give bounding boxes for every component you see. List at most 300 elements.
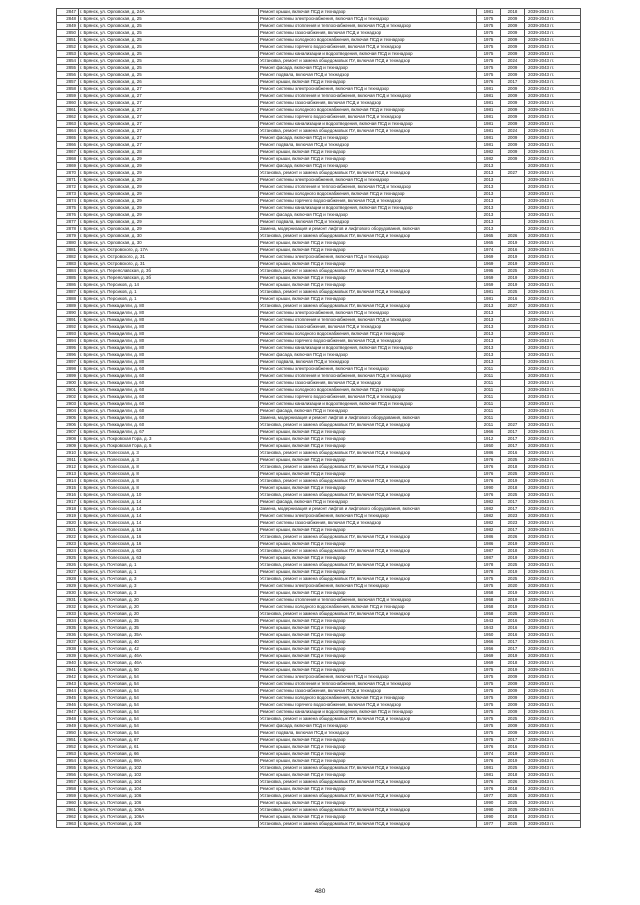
build-year-cell: 1958 [477,597,501,604]
address-cell: г. Брянск, ул. Почтовая, д. 106А [79,807,259,814]
build-year-cell: 1987 [477,548,501,555]
address-cell: г. Брянск, ул. Орловская, д. 25 [79,51,259,58]
address-cell: г. Брянск, ул. Орловская, д. 25 [79,37,259,44]
planned-period-cell: 2039-2043 гг. [525,205,581,212]
build-year-cell: 2011 [477,366,501,373]
address-cell: г. Брянск, ул. Пиккадилли, д. 80 [79,303,259,310]
last-repair-year-cell: 2020 [501,583,525,590]
table-row [57,107,581,114]
table-row [57,177,581,184]
last-repair-year-cell: 2017 [501,443,525,450]
last-repair-year-cell [501,373,525,380]
row-number: 2857 [57,79,79,86]
build-year-cell: 1987 [477,555,501,562]
table-row [57,639,581,646]
address-cell: г. Брянск, ул. Орловская, д. 29 [79,205,259,212]
planned-period-cell: 2039-2043 гг. [525,681,581,688]
planned-period-cell: 2039-2043 гг. [525,198,581,205]
last-repair-year-cell [501,177,525,184]
address-cell: г. Брянск, ул. Пиккадилли, д. 80 [79,359,259,366]
last-repair-year-cell: 2018 [501,814,525,821]
address-cell: г. Брянск, ул. Почтовая, д. 54 [79,730,259,737]
address-cell: г. Брянск, ул. Полесская, д. 63 [79,555,259,562]
row-number: 2928 [57,576,79,583]
planned-period-cell: 2039-2043 гг. [525,450,581,457]
build-year-cell: 1990 [477,814,501,821]
build-year-cell: 1975 [477,51,501,58]
last-repair-year-cell: 2026 [501,233,525,240]
build-year-cell: 1981 [477,289,501,296]
address-cell: г. Брянск, ул. Почтовая, д. 54 [79,681,259,688]
build-year-cell: 2013 [477,303,501,310]
work-type-cell: Ремонт системы электроснабжения, включая ПСД и технадзор [259,583,477,590]
build-year-cell: 1959 [477,275,501,282]
last-repair-year-cell: 2025 [501,807,525,814]
address-cell: г. Брянск, ул. Почтовая, д. 3 [79,590,259,597]
work-type-cell: Ремонт системы отопления и теплоснабжения, включая ПСД и технадзор [259,184,477,191]
build-year-cell: 2013 [477,191,501,198]
last-repair-year-cell [501,366,525,373]
document-page [56,8,580,828]
build-year-cell: 1990 [477,807,501,814]
work-type-cell: Ремонт крыши, включая ПСД и технадзор [259,275,477,282]
table-row [57,401,581,408]
row-number: 2892 [57,324,79,331]
work-type-cell: Установка, ремонт и замена общедомовых ПУ, включая ПСД и технадзор [259,807,477,814]
last-repair-year-cell: 2019 [501,254,525,261]
address-cell: г. Брянск, ул. Почтовая, д. 35 [79,625,259,632]
last-repair-year-cell: 2009 [501,86,525,93]
build-year-cell: 1958 [477,590,501,597]
last-repair-year-cell: 2025 [501,268,525,275]
work-type-cell: Ремонт системы газоснабжения, включая ПСД и технадзор [259,688,477,695]
work-type-cell: Ремонт системы электроснабжения, включая ПСД и технадзор [259,16,477,23]
planned-period-cell: 2039-2043 гг. [525,30,581,37]
address-cell: г. Брянск, ул. Почтовая, д. 54 [79,723,259,730]
last-repair-year-cell: 2019 [501,555,525,562]
table-row [57,709,581,716]
row-number: 2932 [57,604,79,611]
work-type-cell: Ремонт крыши, включая ПСД и технадзор [259,772,477,779]
table-row [57,772,581,779]
planned-period-cell: 2039-2043 гг. [525,779,581,786]
table-row [57,513,581,520]
build-year-cell: 1912 [477,436,501,443]
build-year-cell: 1981 [477,128,501,135]
build-year-cell: 1982 [477,149,501,156]
planned-period-cell: 2039-2043 гг. [525,471,581,478]
planned-period-cell: 2039-2043 гг. [525,79,581,86]
table-row [57,380,581,387]
planned-period-cell: 2039-2043 гг. [525,562,581,569]
planned-period-cell: 2039-2043 гг. [525,618,581,625]
table-row [57,198,581,205]
row-number: 2883 [57,261,79,268]
row-number: 2944 [57,688,79,695]
build-year-cell: 1981 [477,86,501,93]
address-cell: г. Брянск, ул. Почтовая, д. 3 [79,576,259,583]
address-cell: г. Брянск, ул. Почтовая, д. 35 [79,618,259,625]
build-year-cell: 1975 [477,583,501,590]
work-type-cell: Ремонт подвала, включая ПСД и технадзор [259,730,477,737]
planned-period-cell: 2039-2043 гг. [525,135,581,142]
work-type-cell: Ремонт крыши, включая ПСД и технадзор [259,660,477,667]
table-row [57,30,581,37]
last-repair-year-cell: 2025 [501,289,525,296]
row-number: 2858 [57,86,79,93]
row-number: 2919 [57,513,79,520]
last-repair-year-cell: 2009 [501,702,525,709]
address-cell: г. Брянск, ул. Орловская, д. 25 [79,44,259,51]
row-number: 2951 [57,737,79,744]
last-repair-year-cell: 2019 [501,597,525,604]
table-row [57,499,581,506]
build-year-cell: 1956 [477,646,501,653]
build-year-cell: 2013 [477,317,501,324]
planned-period-cell: 2039-2043 гг. [525,625,581,632]
build-year-cell: 1982 [477,527,501,534]
address-cell: г. Брянск, ул. Почтовая, д. 67 [79,737,259,744]
work-type-cell: Ремонт крыши, включая ПСД и технадзор [259,653,477,660]
row-number: 2878 [57,226,79,233]
row-number: 2909 [57,443,79,450]
work-type-cell: Ремонт системы электроснабжения, включая ПСД и технадзор [259,86,477,93]
row-number: 2898 [57,366,79,373]
planned-period-cell: 2039-2043 гг. [525,422,581,429]
planned-period-cell: 2039-2043 гг. [525,604,581,611]
planned-period-cell: 2039-2043 гг. [525,807,581,814]
build-year-cell: 1975 [477,72,501,79]
last-repair-year-cell: 2009 [501,16,525,23]
table-row [57,737,581,744]
address-cell: г. Брянск, ул. Полесская, д. 8 [79,485,259,492]
build-year-cell: 1958 [477,611,501,618]
last-repair-year-cell: 2025 [501,492,525,499]
planned-period-cell: 2039-2043 гг. [525,93,581,100]
address-cell: г. Брянск, ул. Почтовая, д. 20 [79,611,259,618]
address-cell: г. Брянск, ул. Пиккадилли, д. 60 [79,373,259,380]
planned-period-cell: 2039-2043 гг. [525,415,581,422]
last-repair-year-cell: 2018 [501,772,525,779]
address-cell: г. Брянск, ул. Переяславская, д. 3б [79,268,259,275]
address-cell: г. Брянск, ул. Полесская, д. 3 [79,457,259,464]
row-number: 2850 [57,30,79,37]
build-year-cell: 1943 [477,625,501,632]
table-row [57,632,581,639]
table-row [57,415,581,422]
last-repair-year-cell: 2016 [501,296,525,303]
table-row [57,352,581,359]
table-row [57,457,581,464]
table-row [57,807,581,814]
work-type-cell: Ремонт фасада, включая ПСД и технадзор [259,135,477,142]
work-type-cell: Ремонт крыши, включая ПСД и технадзор [259,149,477,156]
address-cell: г. Брянск, ул. Орловская, д. 25 [79,16,259,23]
last-repair-year-cell: 2009 [501,107,525,114]
address-cell: г. Брянск, ул. Почтовая, д. 66 [79,751,259,758]
work-type-cell: Установка, ремонт и замена общедомовых ПУ, включая ПСД и технадзор [259,289,477,296]
row-number: 2884 [57,268,79,275]
work-type-cell: Установка, ремонт и замена общедомовых ПУ, включая ПСД и технадзор [259,170,477,177]
last-repair-year-cell [501,387,525,394]
work-type-cell: Ремонт крыши, включая ПСД и технадзор [259,527,477,534]
work-type-cell: Ремонт крыши, включая ПСД и технадзор [259,618,477,625]
table-row [57,576,581,583]
address-cell: г. Брянск, ул. Почтовая, д. 54 [79,695,259,702]
work-type-cell: Ремонт крыши, включая ПСД и технадзор [259,282,477,289]
build-year-cell: 1975 [477,576,501,583]
work-type-cell: Установка, ремонт и замена общедомовых ПУ, включая ПСД и технадзор [259,576,477,583]
work-type-cell: Ремонт фасада, включая ПСД и технадзор [259,163,477,170]
work-type-cell: Ремонт крыши, включая ПСД и технадзор [259,457,477,464]
build-year-cell: 1981 [477,9,501,16]
planned-period-cell: 2039-2043 гг. [525,520,581,527]
last-repair-year-cell [501,352,525,359]
work-type-cell: Ремонт крыши, включая ПСД и технадзор [259,436,477,443]
work-type-cell: Ремонт подвала, включая ПСД и технадзор [259,219,477,226]
table-row [57,464,581,471]
row-number: 2958 [57,786,79,793]
last-repair-year-cell: 2019 [501,478,525,485]
address-cell: г. Брянск, ул. Орловская, д. 27 [79,93,259,100]
last-repair-year-cell: 2009 [501,121,525,128]
work-type-cell: Установка, ремонт и замена общедомовых ПУ, включая ПСД и технадзор [259,233,477,240]
last-repair-year-cell: 2025 [501,611,525,618]
planned-period-cell: 2039-2043 гг. [525,786,581,793]
last-repair-year-cell: 2009 [501,23,525,30]
planned-period-cell: 2039-2043 гг. [525,758,581,765]
table-row [57,604,581,611]
last-repair-year-cell [501,198,525,205]
address-cell: г. Брянск, ул. Орловская, д. 27 [79,107,259,114]
table-row [57,702,581,709]
work-type-cell: Ремонт фасада, включая ПСД и технадзор [259,65,477,72]
work-type-cell: Ремонт крыши, включая ПСД и технадзор [259,541,477,548]
table-row [57,562,581,569]
last-repair-year-cell: 2009 [501,730,525,737]
last-repair-year-cell: 2009 [501,709,525,716]
table-row [57,170,581,177]
build-year-cell: 2013 [477,163,501,170]
row-number: 2849 [57,23,79,30]
address-cell: г. Брянск, ул. Полесская, д. 8 [79,478,259,485]
build-year-cell: 2013 [477,170,501,177]
build-year-cell: 2011 [477,394,501,401]
table-row [57,191,581,198]
last-repair-year-cell [501,317,525,324]
work-type-cell: Ремонт фасада, включая ПСД и технадзор [259,352,477,359]
build-year-cell: 1976 [477,464,501,471]
planned-period-cell: 2039-2043 гг. [525,632,581,639]
row-number: 2895 [57,345,79,352]
build-year-cell: 2011 [477,422,501,429]
last-repair-year-cell [501,345,525,352]
table-row [57,282,581,289]
table-row [57,219,581,226]
row-number: 2906 [57,422,79,429]
last-repair-year-cell: 2009 [501,681,525,688]
build-year-cell: 1976 [477,457,501,464]
planned-period-cell: 2039-2043 гг. [525,730,581,737]
build-year-cell: 2013 [477,331,501,338]
row-number: 2896 [57,352,79,359]
table-row [57,786,581,793]
planned-period-cell: 2039-2043 гг. [525,226,581,233]
work-type-cell: Ремонт подвала, включая ПСД и технадзор [259,359,477,366]
build-year-cell: 2013 [477,212,501,219]
table-row [57,114,581,121]
table-row [57,93,581,100]
address-cell: г. Брянск, ул. Персиков, д. 1 [79,289,259,296]
last-repair-year-cell: 2017 [501,639,525,646]
row-number: 2954 [57,758,79,765]
table-row [57,674,581,681]
planned-period-cell: 2039-2043 гг. [525,576,581,583]
address-cell: г. Брянск, ул. Почтовая, д. 54 [79,709,259,716]
address-cell: г. Брянск, ул. Почтовая, д. 1 [79,569,259,576]
table-row [57,555,581,562]
capital-repair-table [56,8,581,828]
planned-period-cell: 2039-2043 гг. [525,373,581,380]
address-cell: г. Брянск, ул. Орловская, д. 30 [79,240,259,247]
build-year-cell: 1976 [477,478,501,485]
work-type-cell: Ремонт системы канализации и водоотведения, включая ПСД и технадзор [259,51,477,58]
address-cell: г. Брянск, ул. Пиккадилли, д. 80 [79,317,259,324]
work-type-cell: Ремонт системы электроснабжения, включая ПСД и технадзор [259,513,477,520]
work-type-cell: Ремонт крыши, включая ПСД и технадзор [259,247,477,254]
address-cell: г. Брянск, ул. Персиков, д. 1 [79,296,259,303]
work-type-cell: Ремонт крыши, включая ПСД и технадзор [259,240,477,247]
last-repair-year-cell: 2024 [501,128,525,135]
address-cell: г. Брянск, ул. Почтовая, д. 108 [79,821,259,828]
build-year-cell: 1975 [477,65,501,72]
address-cell: г. Брянск, ул. Пиккадилли, д. 80 [79,352,259,359]
address-cell: г. Брянск, ул. Пиккадилли, д. 60 [79,415,259,422]
row-number: 2950 [57,730,79,737]
planned-period-cell: 2039-2043 гг. [525,72,581,79]
build-year-cell: 1975 [477,674,501,681]
work-type-cell: Ремонт системы газоснабжения, включая ПСД и технадзор [259,30,477,37]
address-cell: г. Брянск, ул. Покровская Гора, д. 5 [79,443,259,450]
table-row [57,373,581,380]
planned-period-cell: 2039-2043 гг. [525,492,581,499]
work-type-cell: Ремонт крыши, включая ПСД и технадзор [259,786,477,793]
last-repair-year-cell [501,163,525,170]
planned-period-cell: 2039-2043 гг. [525,569,581,576]
row-number: 2963 [57,821,79,828]
address-cell: г. Брянск, ул. Орловская, д. 27 [79,128,259,135]
last-repair-year-cell [501,338,525,345]
address-cell: г. Брянск, ул. Почтовая, д. 102 [79,772,259,779]
planned-period-cell: 2039-2043 гг. [525,590,581,597]
planned-period-cell: 2039-2043 гг. [525,429,581,436]
row-number: 2855 [57,65,79,72]
planned-period-cell: 2039-2043 гг. [525,793,581,800]
row-number: 2936 [57,632,79,639]
address-cell: г. Брянск, ул. Орловская, д. 29 [79,212,259,219]
table-row [57,716,581,723]
address-cell: г. Брянск, ул. Пиккадилли, д. 80 [79,331,259,338]
address-cell: г. Брянск, ул. Персиков, д. 14 [79,282,259,289]
address-cell: г. Брянск, ул. Почтовая, д. 54 [79,716,259,723]
address-cell: г. Брянск, ул. Орловская, д. 25 [79,72,259,79]
work-type-cell: Ремонт системы холодного водоснабжения, включая ПСД и технадзор [259,387,477,394]
planned-period-cell: 2039-2043 гг. [525,380,581,387]
row-number: 2948 [57,716,79,723]
row-number: 2903 [57,401,79,408]
work-type-cell: Ремонт крыши, включая ПСД и технадзор [259,632,477,639]
row-number: 2921 [57,527,79,534]
work-type-cell: Ремонт системы газоснабжения, включая ПСД и технадзор [259,380,477,387]
address-cell: г. Брянск, ул. Почтовая, д. 54 [79,674,259,681]
table-row [57,765,581,772]
row-number: 2945 [57,695,79,702]
row-number: 2923 [57,541,79,548]
address-cell: г. Брянск, ул. Почтовая, д. 50 [79,667,259,674]
work-type-cell: Ремонт системы холодного водоснабжения, включая ПСД и технадзор [259,695,477,702]
planned-period-cell: 2039-2043 гг. [525,296,581,303]
row-number: 2926 [57,562,79,569]
last-repair-year-cell: 2009 [501,723,525,730]
planned-period-cell: 2039-2043 гг. [525,23,581,30]
work-type-cell: Ремонт крыши, включая ПСД и технадзор [259,814,477,821]
address-cell: г. Брянск, ул. Орловская, д. 29 [79,198,259,205]
planned-period-cell: 2039-2043 гг. [525,646,581,653]
address-cell: г. Брянск, ул. Пиккадилли, д. 60 [79,387,259,394]
work-type-cell: Установка, ремонт и замена общедомовых ПУ, включая ПСД и технадзор [259,611,477,618]
build-year-cell: 1975 [477,702,501,709]
row-number: 2935 [57,625,79,632]
page-number: 480 [314,888,326,895]
planned-period-cell: 2039-2043 гг. [525,653,581,660]
build-year-cell: 1981 [477,135,501,142]
work-type-cell: Ремонт крыши, включая ПСД и технадзор [259,569,477,576]
address-cell: г. Брянск, ул. Полесская, д. 63 [79,548,259,555]
row-number: 2860 [57,100,79,107]
address-cell: г. Брянск, ул. Почтовая, д. 1 [79,562,259,569]
row-number: 2881 [57,247,79,254]
table-row [57,394,581,401]
planned-period-cell: 2039-2043 гг. [525,156,581,163]
address-cell: г. Брянск, ул. Пиккадилли, д. 60 [79,394,259,401]
build-year-cell: 2013 [477,184,501,191]
row-number: 2930 [57,590,79,597]
work-type-cell: Ремонт системы холодного водоснабжения, включая ПСД и технадзор [259,191,477,198]
table-row [57,359,581,366]
last-repair-year-cell: 2019 [501,751,525,758]
table-row [57,800,581,807]
planned-period-cell: 2039-2043 гг. [525,163,581,170]
table-row [57,625,581,632]
build-year-cell: 1978 [477,569,501,576]
planned-period-cell: 2039-2043 гг. [525,128,581,135]
work-type-cell: Ремонт системы горячего водоснабжения, включая ПСД и технадзор [259,338,477,345]
build-year-cell: 2013 [477,338,501,345]
planned-period-cell: 2039-2043 гг. [525,310,581,317]
last-repair-year-cell: 2009 [501,149,525,156]
address-cell: г. Брянск, ул. Почтовая, д. 106 [79,800,259,807]
table-row [57,646,581,653]
work-type-cell: Установка, ремонт и замена общедомовых ПУ, включая ПСД и технадзор [259,821,477,828]
address-cell: г. Брянск, ул. Пиккадилли, д. 67 [79,429,259,436]
table-row [57,730,581,737]
work-type-cell: Установка, ремонт и замена общедомовых ПУ, включая ПСД и технадзор [259,128,477,135]
build-year-cell: 1982 [477,520,501,527]
work-type-cell: Ремонт системы холодного водоснабжения, включая ПСД и технадзор [259,604,477,611]
work-type-cell: Ремонт системы горячего водоснабжения, включая ПСД и технадзор [259,198,477,205]
address-cell: г. Брянск, ул. Орловская, д. 24А [79,9,259,16]
last-repair-year-cell [501,184,525,191]
